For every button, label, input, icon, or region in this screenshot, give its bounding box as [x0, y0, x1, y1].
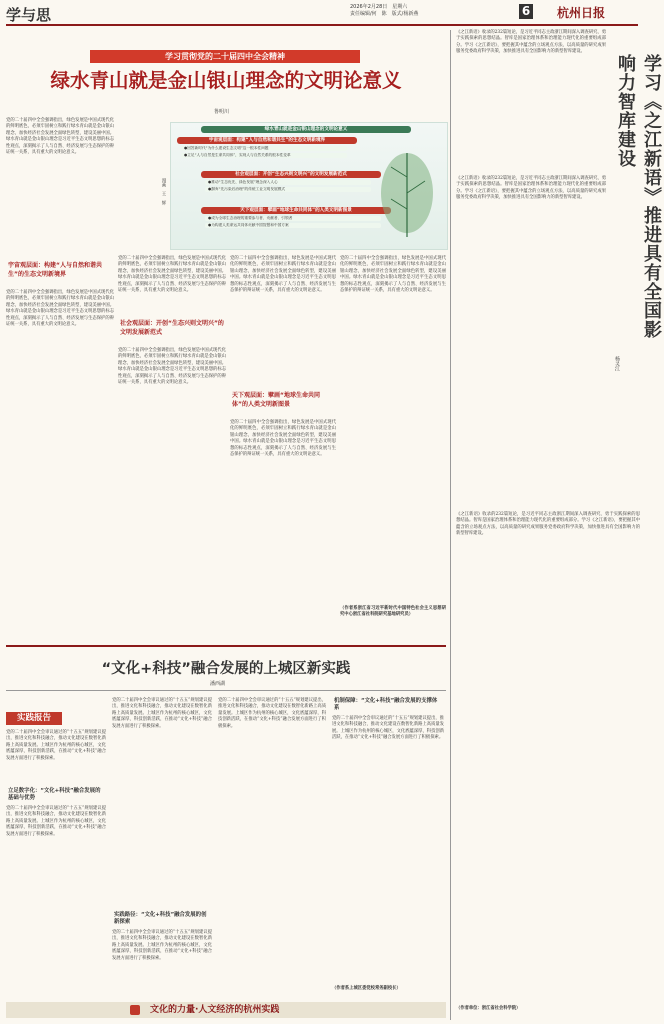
right-paragraph: 《之江新语》收录的232篇短论，是习近平同志主政浙江期间深入调查研究、勇于实践探索的思想结晶。智库是国家治理体系和治理能力现代化的重要组成部分。学习《之江新语》，要把握其中蕴含的立场观点方法，以高质量的研究成果服务党委政府科学决策，加快推进具有全国影响力的新型智库建设。	[456, 176, 606, 201]
bottom-subhead: 实践路径：“文化+科技”融合发展的创新探索	[114, 912, 207, 925]
article-paragraph: 党的二十届四中全会强调指出，绿色发展是中国式现代化的鲜明底色，必须牢固树立和践行绿水青山就是金山银山理念，加快经济社会发展全面绿色转型，建设美丽中国。绿水青山就是金山银山理念是习近平生态文明思想的标志性观点，深刻揭示了人与自然、经济发展与生态保护的辩证统一关系，具有重大的文明论意义。	[230, 420, 336, 458]
bottom-subhead: 机制保障：“文化+科技”融合发展的支撑体系	[334, 698, 438, 711]
diagram-box-title: 天下观层面：擘画“地球生命共同体”的人类文明新图景	[201, 207, 391, 214]
diagram-title: 绿水青山就是金山银山理念的文明论意义	[201, 126, 411, 133]
bottom-paragraph: 党的二十届四中全会审议通过的“十五五”规划建议提出，推进文化和科技融合，推动文化建设在数智化新路上高质量发展。上城区作为杭州的核心城区，文化底蕴深厚，科技创新活跃，在推动“文化+科技”融合发展方面进行了积极探索。	[6, 806, 106, 837]
diagram-item: ●回答新时代“为什么建设生态文明”这一根本性问题	[181, 146, 347, 151]
concept-diagram	[170, 122, 448, 250]
diagram-box-title: 社会观层面：开创“生态兴则文明兴”的文明发展新范式	[201, 171, 381, 178]
diagram-item: ●推动“生态优先、绿色发展”理念深入人心	[205, 180, 371, 185]
diagram-item: ●成为全球生态治理的重要参与者、贡献者、引领者	[205, 216, 381, 221]
section-title: 学与思	[6, 6, 52, 24]
right-vertical-title: 学习《之江新语》推进具有全国影响力智库建设	[615, 54, 662, 339]
practice-report-tag: 实践报告	[6, 712, 62, 725]
article-paragraph: 党的二十届四中全会强调指出，绿色发展是中国式现代化的鲜明底色，必须牢固树立和践行绿水青山就是金山银山理念，加快经济社会发展全面绿色转型，建设美丽中国。绿水青山就是金山银山理念是习近平生态文明思想的标志性观点，深刻揭示了人与自然、经济发展与生态保护的辩证统一关系，具有重大的文明论意义。	[340, 256, 446, 294]
diagram-item: ●立足“人与自然是生命共同体”，实现人与自然关系的根本性变革	[181, 153, 347, 158]
main-author: 鲁明川	[214, 109, 230, 115]
article-paragraph: 党的二十届四中全会强调指出，绿色发展是中国式现代化的鲜明底色，必须牢固树立和践行绿水青山就是金山银山理念，加快经济社会发展全面绿色转型，建设美丽中国。绿水青山就是金山银山理念是习近平生态文明思想的标志性观点，深刻揭示了人与自然、经济发展与生态保护的辩证统一关系，具有重大的文明论意义。	[230, 256, 336, 294]
right-paragraph: 《之江新语》收录的232篇短论，是习近平同志主政浙江期间深入调查研究、勇于实践探索的思想结晶。智库是国家治理体系和治理能力现代化的重要组成部分。学习《之江新语》，要把握其中蕴含的立场观点方法，以高质量的研究成果服务党委政府科学决策，加快推进具有全国影响力的新型智库建设。	[456, 30, 606, 55]
book-icon	[130, 1005, 140, 1015]
right-paragraph: 《之江新语》收录的232篇短论，是习近平同志主政浙江期间深入调查研究、勇于实践探索的思想结晶。智库是国家治理体系和治理能力现代化的重要组成部分。学习《之江新语》，要把握其中蕴含的立场观点方法，以高质量的研究成果服务党委政府科学决策，加快推进具有全国影响力的新型智库建设。	[456, 512, 640, 537]
topic-banner: 学习贯彻党的二十届四中全会精神	[90, 50, 360, 63]
right-author: 杨灵江	[614, 356, 620, 371]
diagram-item: ●为构建人类命运共同体贡献中国智慧和中国方案	[205, 223, 381, 228]
section-heading: 天下观层面：擘画“地球生命共同体”的人类文明新图景	[232, 392, 320, 408]
bottom-subhead: 立足数字化：“文化+科技”融合发展的基础与优势	[8, 788, 101, 801]
section-heading: 宇宙观层面：构建“人与自然和谐共生”的生态文明新境界	[8, 262, 102, 278]
bottom-paragraph: 党的二十届四中全会审议通过的“十五五”规划建议提出，推进文化和科技融合，推动文化建设在数智化新路上高质量发展。上城区作为杭州的核心城区，文化底蕴深厚，科技创新活跃，在推动“文化+科技”融合发展方面进行了积极探索。	[218, 698, 326, 729]
bottom-paragraph: 党的二十届四中全会审议通过的“十五五”规划建议提出，推进文化和科技融合，推动文化建设在数智化新路上高质量发展。上城区作为杭州的核心城区，文化底蕴深厚，科技创新活跃，在推动“文化+科技”融合发展方面进行了积极探索。	[332, 716, 444, 741]
issue-date	[350, 4, 418, 18]
photo-caption: 漫画 王 辉	[161, 178, 166, 205]
header-rule	[6, 24, 638, 26]
section-rule	[6, 690, 446, 691]
section-rule	[6, 645, 446, 647]
illustration-leaf-icon	[371, 133, 443, 245]
author-note: （作者系浙江省习近平新时代中国特色社会主义思想研究中心浙江省社科院研究基地研究员）	[340, 606, 446, 618]
bottom-paragraph: 党的二十届四中全会审议通过的“十五五”规划建议提出，推进文化和科技融合，推动文化建设在数智化新路上高质量发展。上城区作为杭州的核心城区，文化底蕴深厚，科技创新活跃，在推动“文化+科技”融合发展方面进行了积极探索。	[112, 930, 212, 961]
bottom-paragraph: 党的二十届四中全会审议通过的“十五五”规划建议提出，推进文化和科技融合，推动文化建设在数智化新路上高质量发展。上城区作为杭州的核心城区，文化底蕴深厚，科技创新活跃，在推动“文化+科技”融合发展方面进行了积极探索。	[6, 730, 106, 761]
diagram-item: ●摒弃“先污染后治理”的传统工业文明发展模式	[205, 187, 371, 192]
page-number: 6	[519, 4, 533, 19]
bottom-headline: “文化+科技”融合发展的上城区新实践	[101, 661, 351, 677]
bottom-author-note: （作者系上城区委党校常务副校长）	[332, 986, 401, 991]
editor-line: 责任编辑/何 陈 版式/杨新燕	[350, 11, 419, 17]
main-headline: 绿水青山就是金山银山理念的文明论意义	[50, 69, 402, 92]
column-divider	[450, 30, 451, 1020]
diagram-box-title: 宇宙观层面：构建“人与自然和谐共生”的生态文明新境界	[177, 137, 357, 144]
date-line: 2026年2月28日 星期六	[350, 4, 408, 10]
article-paragraph: 党的二十届四中全会强调指出，绿色发展是中国式现代化的鲜明底色，必须牢固树立和践行绿水青山就是金山银山理念，加快经济社会发展全面绿色转型，建设美丽中国。绿水青山就是金山银山理念是习近平生态文明思想的标志性观点，深刻揭示了人与自然、经济发展与生态保护的辩证统一关系，具有重大的文明论意义。	[6, 290, 114, 328]
footer-banner-text: 文化的力量·人文经济的杭州实践	[150, 1005, 280, 1015]
bottom-paragraph: 党的二十届四中全会审议通过的“十五五”规划建议提出，推进文化和科技融合，推动文化建设在数智化新路上高质量发展。上城区作为杭州的核心城区，文化底蕴深厚，科技创新活跃，在推动“文化+科技”融合发展方面进行了积极探索。	[112, 698, 212, 729]
bottom-author: 潘西湖	[210, 681, 226, 687]
newspaper-logo: 杭州日报	[557, 6, 606, 20]
right-author-note: （作者单位：浙江省社会科学院）	[456, 1006, 521, 1011]
article-paragraph: 党的二十届四中全会强调指出，绿色发展是中国式现代化的鲜明底色，必须牢固树立和践行绿水青山就是金山银山理念，加快经济社会发展全面绿色转型，建设美丽中国。绿水青山就是金山银山理念是习近平生态文明思想的标志性观点，深刻揭示了人与自然、经济发展与生态保护的辩证统一关系，具有重大的文明论意义。	[6, 118, 114, 156]
article-paragraph: 党的二十届四中全会强调指出，绿色发展是中国式现代化的鲜明底色，必须牢固树立和践行绿水青山就是金山银山理念，加快经济社会发展全面绿色转型，建设美丽中国。绿水青山就是金山银山理念是习近平生态文明思想的标志性观点，深刻揭示了人与自然、经济发展与生态保护的辩证统一关系，具有重大的文明论意义。	[118, 256, 226, 294]
section-heading: 社会观层面：开创“生态兴则文明兴”的文明发展新范式	[120, 320, 224, 336]
article-paragraph: 党的二十届四中全会强调指出，绿色发展是中国式现代化的鲜明底色，必须牢固树立和践行绿水青山就是金山银山理念，加快经济社会发展全面绿色转型，建设美丽中国。绿水青山就是金山银山理念是习近平生态文明思想的标志性观点，深刻揭示了人与自然、经济发展与生态保护的辩证统一关系，具有重大的文明论意义。	[118, 348, 226, 386]
